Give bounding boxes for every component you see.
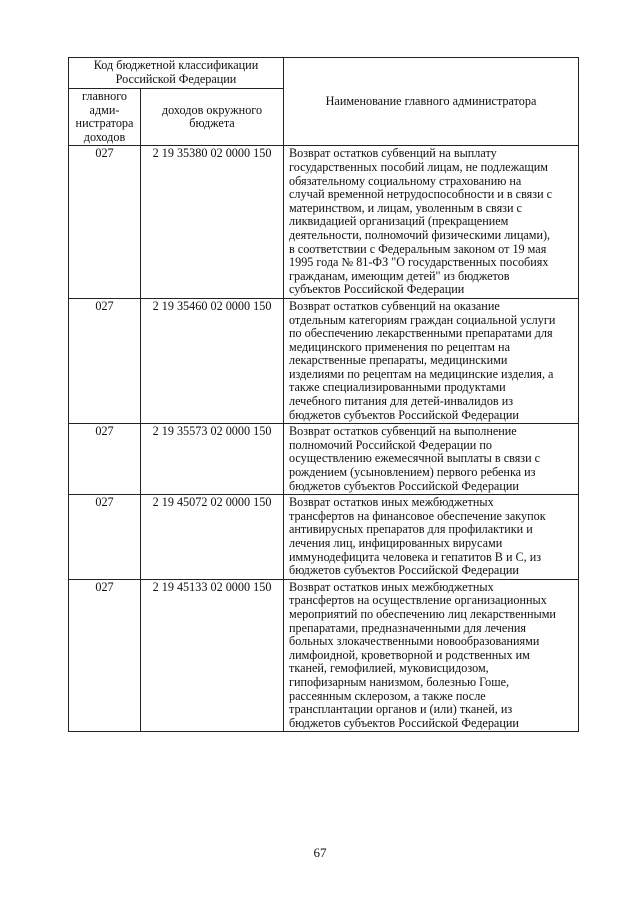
description-line: материнством, и лицам, уволенным в связи с [289,200,522,215]
description-line: государственных пособий лицам, не подлежащим [289,159,549,174]
header-group-line: Код бюджетной классификации [93,58,259,72]
description-line: препаратами, предназначенными для лечения [289,620,526,635]
administrator-code-cell: 027 [69,146,141,299]
description-line: также специализированными продуктами [289,380,506,395]
description-line: тканей, гемофилией, муковисцидозом, [289,661,489,676]
description-line: бюджетов субъектов Российской Федерации [289,563,519,578]
description-line: бюджетов субъектов Российской Федерации [289,715,519,730]
description-line: гипофизарным нанизмом, болезнью Гоше, [289,674,510,689]
description-line: медицинского применения по рецептам на [289,339,510,354]
header-group-line: Российской Федерации [115,71,237,86]
description-line: 1995 года № 81-ФЗ "О государственных пособиях [289,255,549,270]
income-code-cell: 2 19 45133 02 0000 150 [141,579,284,732]
description-line: больных злокачественными новообразованиями [289,634,540,649]
description-line: изделиями по рецептам на медицинские изделия, а [289,366,554,381]
administrator-code-cell: 027 [69,424,141,495]
description-line: лимфоидной, кроветворной и родственных им [289,647,530,662]
table-row [69,146,579,299]
description-line: случай временной нетрудоспособности и в связи с [289,187,553,202]
description-line: ликвидацией организаций (прекращением [289,214,509,229]
description-line: обязательному социальному страхованию на [289,173,522,188]
description-line: рассеянным склерозом, а также после [289,688,486,703]
administrator-code-cell: 027 [69,298,141,423]
description-line: Возврат остатков иных межбюджетных [289,579,494,594]
income-code-cell: 2 19 35573 02 0000 150 [141,424,284,495]
table-body [69,146,579,732]
income-code-cell: 2 19 35380 02 0000 150 [141,146,284,299]
description-line: отдельным категориям граждан социальной услуги [289,312,556,327]
description-line: бюджетов субъектов Российской Федерации [289,407,519,422]
description-line: Возврат остатков субвенций на выплату [289,146,497,161]
description-line: Возврат остатков иных межбюджетных [289,495,494,510]
table-row [69,495,579,580]
description-line: трансфертов на финансовое обеспечение закупок [289,508,546,523]
description-line: трансфертов на осуществление организационных [289,593,547,608]
description-line: лечебного питания для детей-инвалидов из [289,394,514,409]
description-line: деятельности, полномочий физическими лицами), [289,227,551,242]
header-main-administrator: главного адми- нистратора доходов [69,89,141,146]
description-line: иммунодефицита человека и гепатитов В и С, из [289,549,542,564]
income-code-cell: 2 19 35460 02 0000 150 [141,298,284,423]
administrator-code-cell: 027 [69,495,141,580]
administrator-name-cell [284,146,579,299]
header-district-budget-income: доходов окружного бюджета [141,89,284,146]
budget-classification-table [68,57,579,732]
description-line: в соответствии с Федеральным законом от 19 мая [289,241,547,256]
description-line: бюджетов субъектов Российской Федерации [289,478,519,493]
description-line: по обеспечению лекарственными препаратами для [289,326,553,341]
description-line: лекарственные препараты, медицинскими [289,353,508,368]
table-row [69,579,579,732]
header-administrator-name: Наименование главного администратора [284,58,579,146]
administrator-name-cell [284,495,579,580]
administrator-name-cell [284,424,579,495]
table-header [69,58,579,146]
income-code-cell: 2 19 45072 02 0000 150 [141,495,284,580]
description-line: Возврат остатков субвенций на выполнение [289,424,517,439]
description-line: трансплантации органов и (или) тканей, из [289,702,513,717]
header-budget-classification-code [69,58,284,89]
description-line: лечения лиц, инфицированных вирусами [289,536,503,550]
description-line: рождением (усыновлением) первого ребенка из [289,465,536,480]
administrator-name-cell [284,298,579,423]
description-line: осуществлению ежемесячной выплаты в связи с [289,451,541,466]
description-line: мероприятий по обеспечению лиц лекарственными [289,606,556,621]
description-line: антивирусных препаратов для профилактики и [289,522,533,537]
table-row [69,424,579,495]
description-line: полномочий Российской Федерации по [289,437,492,452]
description-line: Возврат остатков субвенций на оказание [289,298,500,313]
administrator-name-cell [284,579,579,732]
administrator-code-cell: 027 [69,579,141,732]
description-line: субъектов Российской Федерации [289,282,465,297]
description-line: гражданам, имеющим детей" из бюджетов [289,268,510,283]
table-row [69,298,579,423]
page-number: 67 [313,845,327,860]
